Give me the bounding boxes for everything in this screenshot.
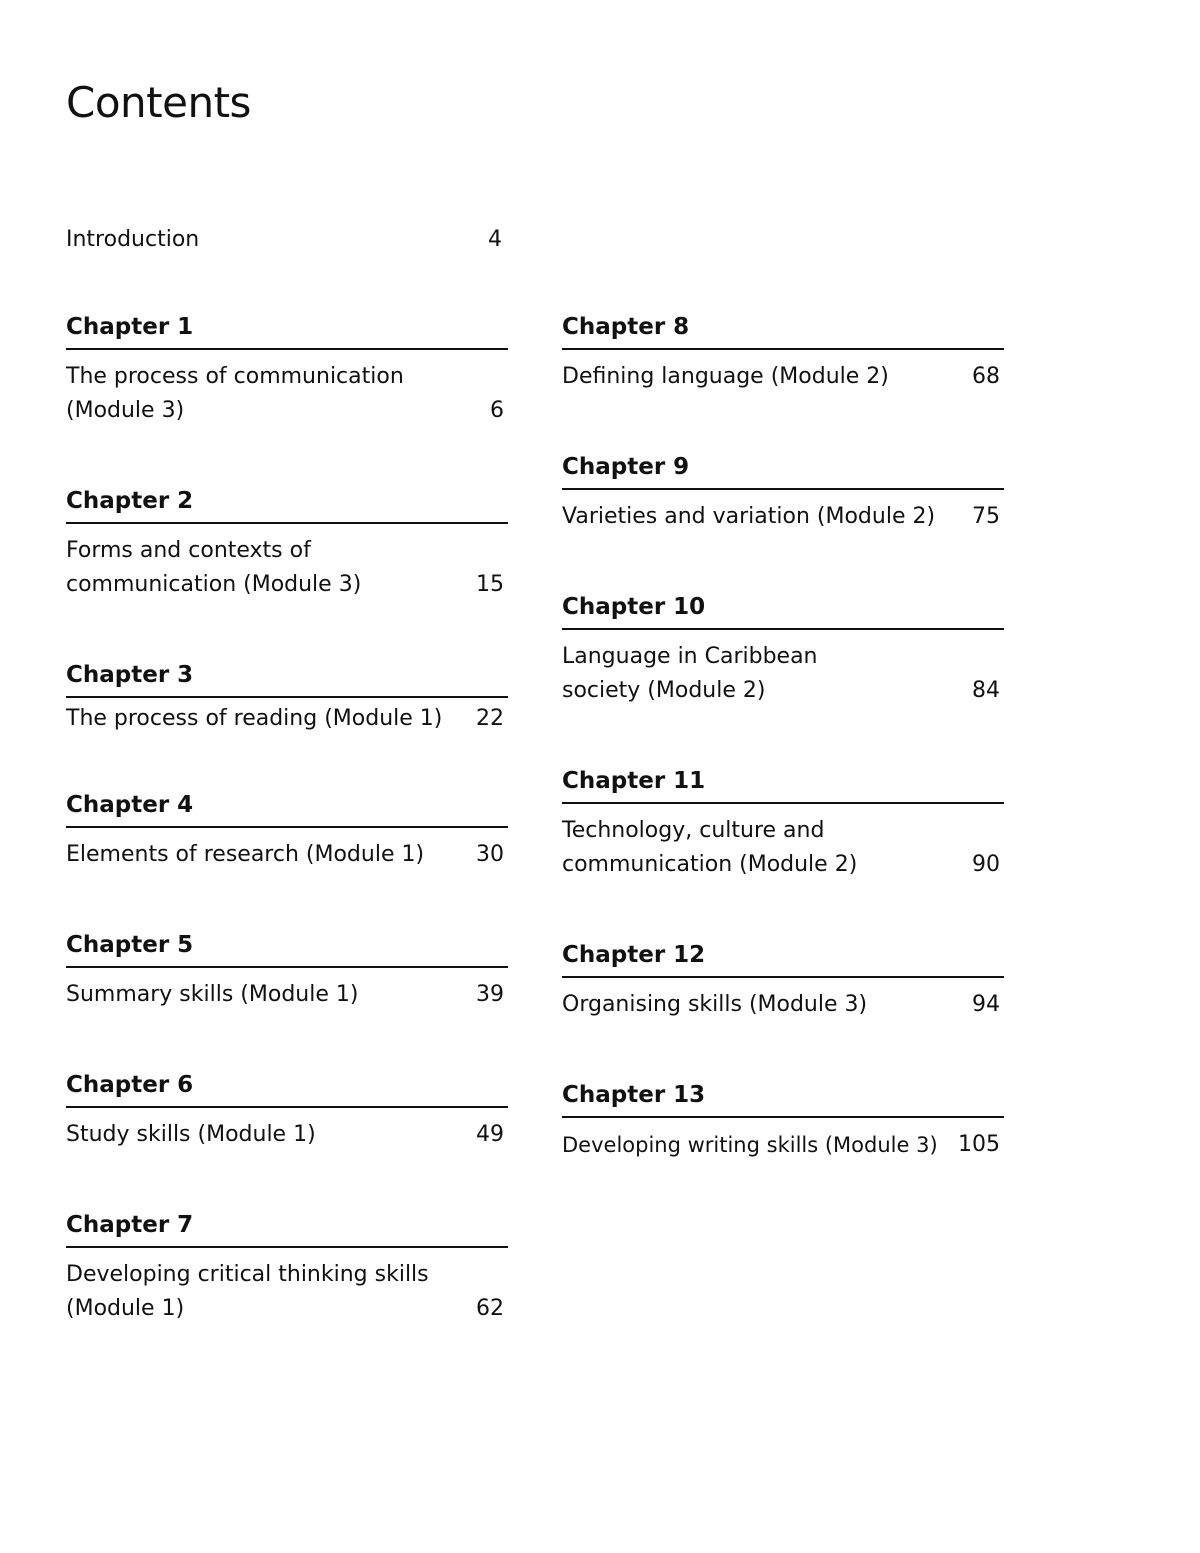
chapter-page-number: 39 bbox=[476, 982, 504, 1007]
chapter-11-entry[interactable] bbox=[562, 764, 1004, 882]
chapter-page-number: 84 bbox=[972, 678, 1000, 703]
chapter-page-number: 22 bbox=[476, 706, 504, 731]
page-title: Contents bbox=[66, 78, 251, 127]
chapter-title: Varieties and variation (Module 2) bbox=[562, 504, 936, 529]
chapter-title: Developing writing skills (Module 3) bbox=[562, 1133, 938, 1157]
chapter-title: The process of communication (Module 3) bbox=[66, 364, 404, 423]
chapter-page-number: 30 bbox=[476, 842, 504, 867]
chapter-4-entry[interactable] bbox=[66, 788, 508, 872]
contents-left-column bbox=[66, 310, 508, 1326]
introduction-label: Introduction bbox=[66, 227, 200, 252]
chapter-page-number: 90 bbox=[972, 852, 1000, 877]
chapter-title: Language in Caribbean society (Module 2) bbox=[562, 644, 818, 703]
chapter-page-number: 15 bbox=[476, 572, 504, 597]
chapter-page-number: 94 bbox=[972, 992, 1000, 1017]
chapter-title: Defining language (Module 2) bbox=[562, 364, 889, 389]
chapter-heading: Chapter 6 bbox=[66, 1068, 508, 1108]
chapter-heading: Chapter 8 bbox=[562, 310, 1004, 350]
chapter-title: Forms and contexts of communication (Module 3) bbox=[66, 538, 362, 597]
chapter-page-number: 6 bbox=[490, 398, 504, 423]
chapter-12-entry[interactable] bbox=[562, 938, 1004, 1022]
chapter-10-entry[interactable] bbox=[562, 590, 1004, 708]
chapter-title: Elements of research (Module 1) bbox=[66, 842, 425, 867]
chapter-heading: Chapter 11 bbox=[562, 764, 1004, 804]
chapter-heading: Chapter 3 bbox=[66, 658, 508, 698]
chapter-7-entry[interactable] bbox=[66, 1208, 508, 1326]
chapter-page-number: 75 bbox=[972, 504, 1000, 529]
chapter-heading: Chapter 7 bbox=[66, 1208, 508, 1248]
chapter-heading: Chapter 4 bbox=[66, 788, 508, 828]
chapter-heading: Chapter 1 bbox=[66, 310, 508, 350]
introduction-entry[interactable] bbox=[66, 224, 506, 256]
chapter-title: Technology, culture and communication (Module 2) bbox=[562, 818, 858, 877]
chapter-page-number: 49 bbox=[476, 1122, 504, 1147]
chapter-8-entry[interactable] bbox=[562, 310, 1004, 394]
introduction-page-number: 4 bbox=[488, 227, 502, 252]
chapter-3-entry[interactable] bbox=[66, 658, 508, 736]
chapter-title: Organising skills (Module 3) bbox=[562, 992, 868, 1017]
chapter-2-entry[interactable] bbox=[66, 484, 508, 602]
chapter-heading: Chapter 2 bbox=[66, 484, 508, 524]
chapter-title: Developing critical thinking skills (Module 1) bbox=[66, 1262, 429, 1321]
chapter-heading: Chapter 9 bbox=[562, 450, 1004, 490]
chapter-5-entry[interactable] bbox=[66, 928, 508, 1012]
chapter-title: The process of reading (Module 1) bbox=[66, 706, 443, 731]
chapter-heading: Chapter 5 bbox=[66, 928, 508, 968]
chapter-title: Study skills (Module 1) bbox=[66, 1122, 316, 1147]
chapter-13-entry[interactable] bbox=[562, 1078, 1004, 1162]
chapter-1-entry[interactable] bbox=[66, 310, 508, 428]
chapter-title: Summary skills (Module 1) bbox=[66, 982, 359, 1007]
chapter-page-number: 62 bbox=[476, 1296, 504, 1321]
chapter-page-number: 68 bbox=[972, 364, 1000, 389]
chapter-heading: Chapter 10 bbox=[562, 590, 1004, 630]
chapter-6-entry[interactable] bbox=[66, 1068, 508, 1152]
chapter-heading: Chapter 12 bbox=[562, 938, 1004, 978]
chapter-page-number: 105 bbox=[958, 1132, 1000, 1157]
chapter-9-entry[interactable] bbox=[562, 450, 1004, 534]
contents-right-column bbox=[562, 310, 1004, 1162]
chapter-heading: Chapter 13 bbox=[562, 1078, 1004, 1118]
